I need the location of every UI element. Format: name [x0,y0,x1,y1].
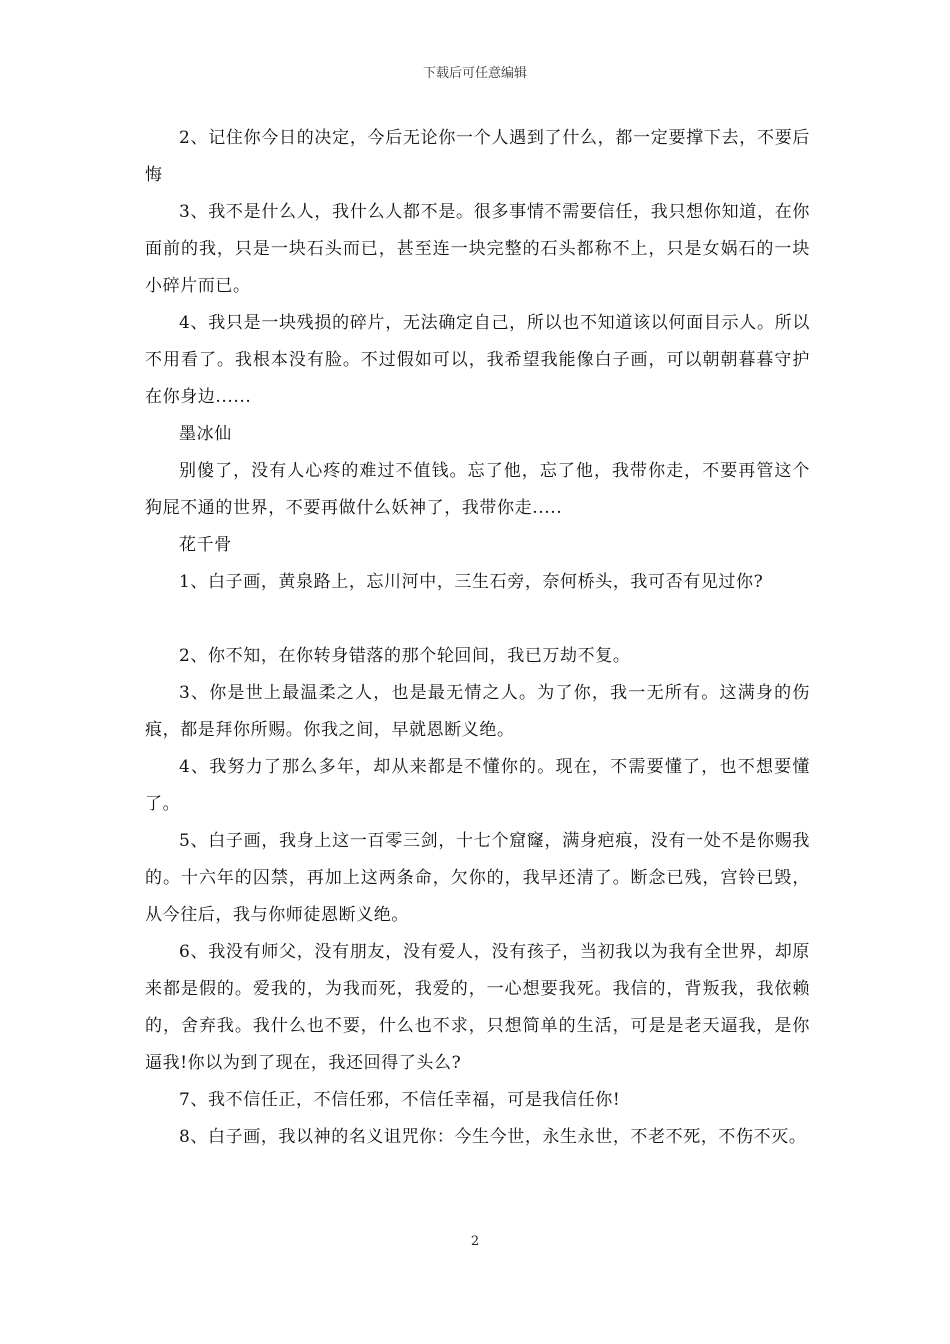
quote-paragraph: 3、你是世上最温柔之人，也是最无情之人。为了你，我一无所有。这满身的伤痕，都是拜你所赐。你我之间，早就恩断义绝。 [145,683,810,740]
quote-paragraph: 别傻了，没有人心疼的难过不值钱。忘了他，忘了他，我带你走，不要再管这个狗屁不通的世界，不要再做什么妖神了，我带你走..... [145,461,810,518]
quote-paragraph: 2、你不知，在你转身错落的那个轮回间，我已万劫不复。 [179,646,631,666]
quote-paragraph: 4、我努力了那么多年，却从来都是不懂你的。现在，不需要懂了，也不想要懂了。 [145,757,810,814]
quote-paragraph: 5、白子画，我身上这一百零三剑，十七个窟窿，满身疤痕，没有一处不是你赐我的。十六年的囚禁，再加上这两条命，欠你的，我早还清了。断念已残，宫铃已毁，从今往后，我与你师徒恩断义绝。 [145,831,810,925]
quote-paragraph: 4、我只是一块残损的碎片，无法确定自己，所以也不知道该以何面目示人。所以不用看了。我根本没有脸。不过假如可以，我希望我能像白子画，可以朝朝暮暮守护在你身边...... [145,313,810,407]
character-name-heading: 墨冰仙 [179,424,232,444]
quote-paragraph: 1、白子画，黄泉路上，忘川河中，三生石旁，奈何桥头，我可否有见过你? [179,572,764,592]
quote-paragraph: 8、白子画，我以神的名义诅咒你：今生今世，永生永世，不老不死，不伤不灭。 [179,1127,807,1147]
quote-paragraph: 6、我没有师父，没有朋友，没有爱人，没有孩子，当初我以为我有全世界，却原来都是假的。爱我的，为我而死，我爱的，一心想要我死。我信的，背叛我，我依赖的，舍弃我。我什么也不要，什么也不求，只想简单的生活，可是是老天逼我，是你逼我!你以为到了现在，我还回得了头么? [145,942,810,1073]
quote-paragraph: 3、我不是什么人，我什么人都不是。很多事情不需要信任，我只想你知道，在你面前的我，只是一块石头而已，甚至连一块完整的石头都称不上，只是女娲石的一块小碎片而已。 [145,202,810,296]
quote-paragraph: 7、我不信任正，不信任邪，不信任幸福，可是我信任你! [179,1090,621,1110]
page-header: 下载后可任意编辑 [422,66,527,81]
quote-paragraph: 2、记住你今日的决定，今后无论你一个人遇到了什么，都一定要撑下去，不要后悔 [145,128,810,185]
character-name-heading: 花千骨 [179,535,232,555]
page-number: 2 [470,1234,480,1249]
document-body [145,120,810,1156]
